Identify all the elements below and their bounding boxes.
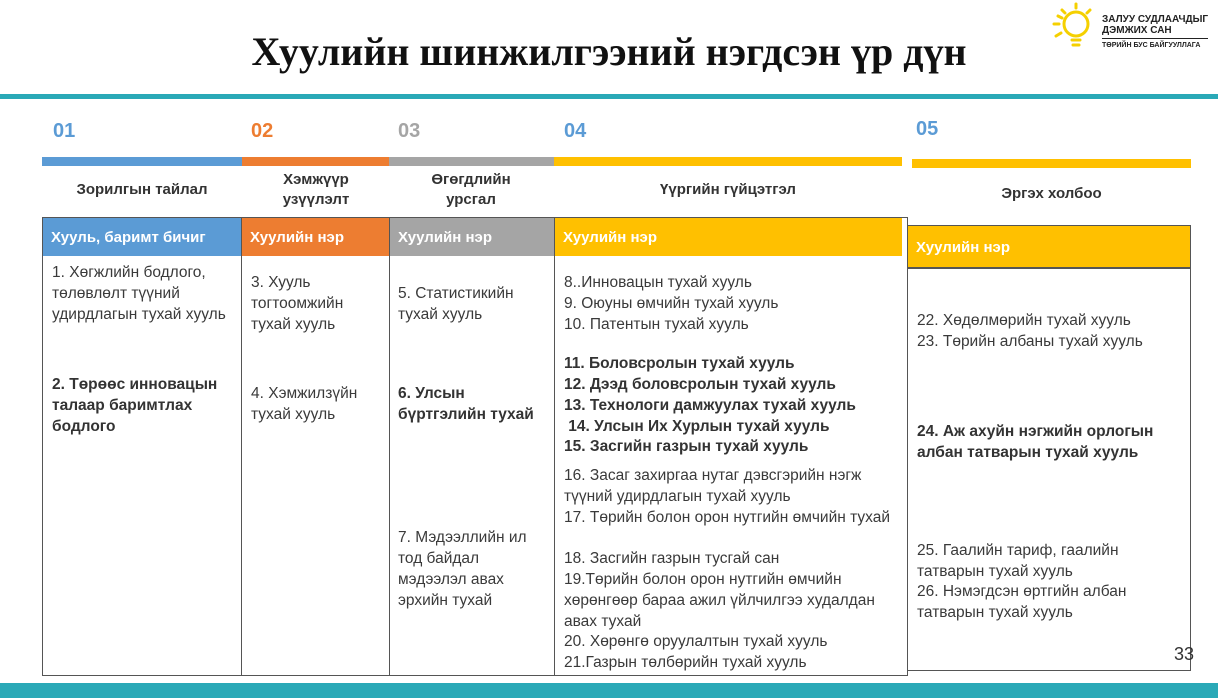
- list-item-20: 20. Хөрөнгө оруулалтын тухай хууль: [564, 633, 828, 650]
- page-number: 33: [1174, 644, 1195, 664]
- list-item-26: 26. Нэмэгдсэн өртгийн албан татварын тухай хууль: [917, 583, 1127, 621]
- list-item-1: 1. Хөгжлийн бодлого, төлөвлөлт түүний удирдлагын тухай хууль: [52, 264, 226, 323]
- top-divider: [0, 94, 1218, 99]
- slide-title: Хуулийн шинжилгээний нэгдсэн үр дүн: [251, 29, 967, 74]
- list-item-9: 9. Оюуны өмчийн тухай хууль: [564, 295, 779, 312]
- table-header-col-5: Хуулийн нэр: [908, 226, 1190, 268]
- list-item-14: 14. Улсын Их Хурлын тухай хууль: [564, 418, 830, 435]
- logo: [1046, 2, 1216, 58]
- list-item-18: 18. Засгийн газрын тусгай сан: [564, 550, 780, 567]
- logo-text: [1102, 14, 1208, 51]
- col-bar-01: [42, 157, 242, 166]
- list-item-13: 13. Технологи дамжуулах тухай хууль: [564, 397, 856, 414]
- col-number-05: 05: [916, 118, 939, 140]
- lightbulb-sun-icon: [1046, 2, 1098, 58]
- table-header-col-2: Хуулийн нэр: [242, 218, 389, 256]
- table-header-col-1: Хууль, баримт бичиг: [43, 218, 241, 256]
- list-item-25: 25. Гаалийн тариф, гаалийн татварын тухай хууль: [917, 542, 1119, 580]
- list-item-21: 21.Газрын төлбөрийн тухай хууль: [564, 654, 807, 671]
- table-header-col-3: Хуулийн нэр: [390, 218, 554, 256]
- list-item-11: 11. Боловсролын тухай хууль: [564, 355, 795, 372]
- list-item-22: 22. Хөдөлмөрийн тухай хууль: [917, 312, 1131, 329]
- list-item-19: 19.Төрийн болон орон нутгийн өмчийн хөрөнгөөр бараа ажил үйлчилгээ худалдан авах тухай: [564, 571, 875, 630]
- col-bar-04: [554, 157, 902, 166]
- col-heading-02: Хэмжүүр узүүлэлт: [282, 171, 350, 208]
- list-item-4: 4. Хэмжилзүйн тухай хууль: [251, 385, 358, 423]
- logo-line-2: ДЭМЖИХ САН: [1102, 25, 1172, 36]
- col-bar-05: [912, 159, 1191, 168]
- col-heading-04: Үүргийн гүйцэтгэл: [660, 181, 796, 198]
- list-item-5: 5. Статистикийн тухай хууль: [398, 285, 514, 323]
- list-item-23: 23. Төрийн албаны тухай хууль: [917, 333, 1143, 350]
- col-bar-02: [242, 157, 389, 166]
- list-item-12: 12. Дээд боловсролын тухай хууль: [564, 376, 836, 393]
- table-header-col-4: Хуулийн нэр: [555, 218, 902, 256]
- list-item-24: 24. Аж ахуйн нэгжийн орлогын албан татварын тухай хууль: [917, 423, 1154, 461]
- list-item-15: 15. Засгийн газрын тухай хууль: [564, 438, 809, 455]
- col-number-01: 01: [53, 120, 76, 142]
- col-number-04: 04: [564, 120, 587, 142]
- list-item-2: 2. Төрөөс инновацын талаар баримтлах бодлого: [52, 376, 218, 435]
- col-heading-01: Зорилгын тайлал: [76, 181, 208, 198]
- list-item-3: 3. Хууль тогтоомжийн тухай хууль: [251, 274, 344, 333]
- col-number-02: 02: [251, 120, 274, 142]
- list-item-7: 7. Мэдээллийн ил тод байдал мэдээлэл авах эрхийн тухай: [398, 529, 527, 609]
- logo-line-1: ЗАЛУУ СУДЛААЧДЫГ: [1102, 14, 1209, 25]
- list-item-16: 16. Засаг захиргаа нутаг дэвсгэрийн нэгж түүний удирдлагын тухай хууль: [564, 467, 862, 505]
- logo-line-3: ТӨРИЙН БУС БАЙГУУЛЛАГА: [1102, 38, 1208, 51]
- col-number-03: 03: [398, 120, 421, 142]
- list-item-8: 8..Инновацын тухай хууль: [564, 274, 752, 291]
- list-item-17: 17. Төрийн болон орон нутгийн өмчийн тухай: [564, 509, 890, 526]
- list-item-10: 10. Патентын тухай хууль: [564, 316, 749, 333]
- col-heading-03: Өгөгдлийн урсгал: [431, 171, 511, 208]
- col-bar-03: [389, 157, 554, 166]
- list-item-6: 6. Улсын бүртгэлийн тухай: [398, 385, 534, 423]
- header-divider: [908, 267, 1190, 269]
- col-heading-05: Эргэх холбоо: [1001, 185, 1102, 202]
- bottom-bar: [0, 683, 1218, 698]
